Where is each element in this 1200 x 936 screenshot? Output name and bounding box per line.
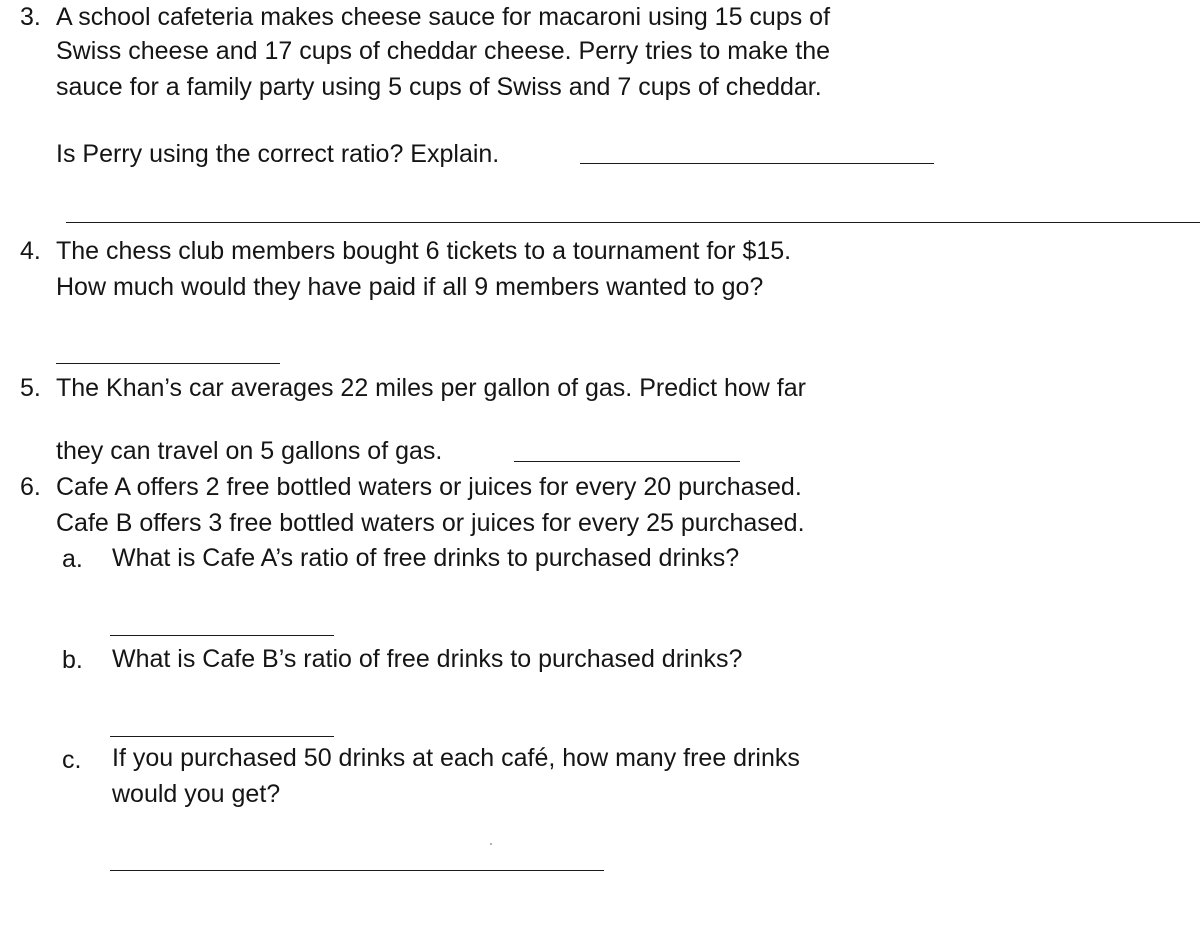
part-text-line: What is Cafe A’s ratio of free drinks to purchased drinks? bbox=[112, 544, 740, 572]
part-letter: b. bbox=[62, 646, 83, 674]
part-text-line: would you get? bbox=[112, 780, 281, 808]
part-text-line: If you purchased 50 drinks at each café, how many free drinks bbox=[112, 744, 800, 772]
problem-number: 5. bbox=[20, 374, 41, 402]
answer-line[interactable] bbox=[110, 736, 334, 737]
problem-text-line: Cafe A offers 2 free bottled waters or juices for every 20 purchased. bbox=[56, 473, 802, 501]
problem-question: Is Perry using the correct ratio? Explain. bbox=[56, 140, 500, 168]
problem-text-line: A school cafeteria makes cheese sauce for macaroni using 15 cups of bbox=[56, 3, 831, 31]
answer-line[interactable] bbox=[110, 635, 334, 636]
problem-text-line: The chess club members bought 6 tickets to a tournament for $15. bbox=[56, 237, 792, 265]
problem-text-line: Cafe B offers 3 free bottled waters or juices for every 25 purchased. bbox=[56, 509, 805, 537]
part-letter: c. bbox=[62, 746, 82, 774]
scan-speck bbox=[490, 843, 492, 845]
answer-line[interactable] bbox=[66, 222, 1200, 223]
problem-number: 6. bbox=[20, 473, 41, 501]
problem-text-line: sauce for a family party using 5 cups of Swiss and 7 cups of cheddar. bbox=[56, 73, 822, 101]
answer-line[interactable] bbox=[56, 363, 280, 364]
problem-text-line: they can travel on 5 gallons of gas. bbox=[56, 437, 443, 465]
part-text-line: What is Cafe B’s ratio of free drinks to purchased drinks? bbox=[112, 645, 743, 673]
problem-text-line: How much would they have paid if all 9 members wanted to go? bbox=[56, 273, 764, 301]
problem-number: 4. bbox=[20, 237, 41, 265]
problem-number: 3. bbox=[20, 3, 41, 31]
problem-text-line: The Khan’s car averages 22 miles per gallon of gas. Predict how far bbox=[56, 374, 806, 402]
part-letter: a. bbox=[62, 545, 83, 573]
answer-line[interactable] bbox=[580, 163, 934, 164]
answer-line[interactable] bbox=[514, 461, 740, 462]
problem-text-line: Swiss cheese and 17 cups of cheddar cheese. Perry tries to make the bbox=[56, 37, 831, 65]
answer-line[interactable] bbox=[110, 870, 604, 871]
